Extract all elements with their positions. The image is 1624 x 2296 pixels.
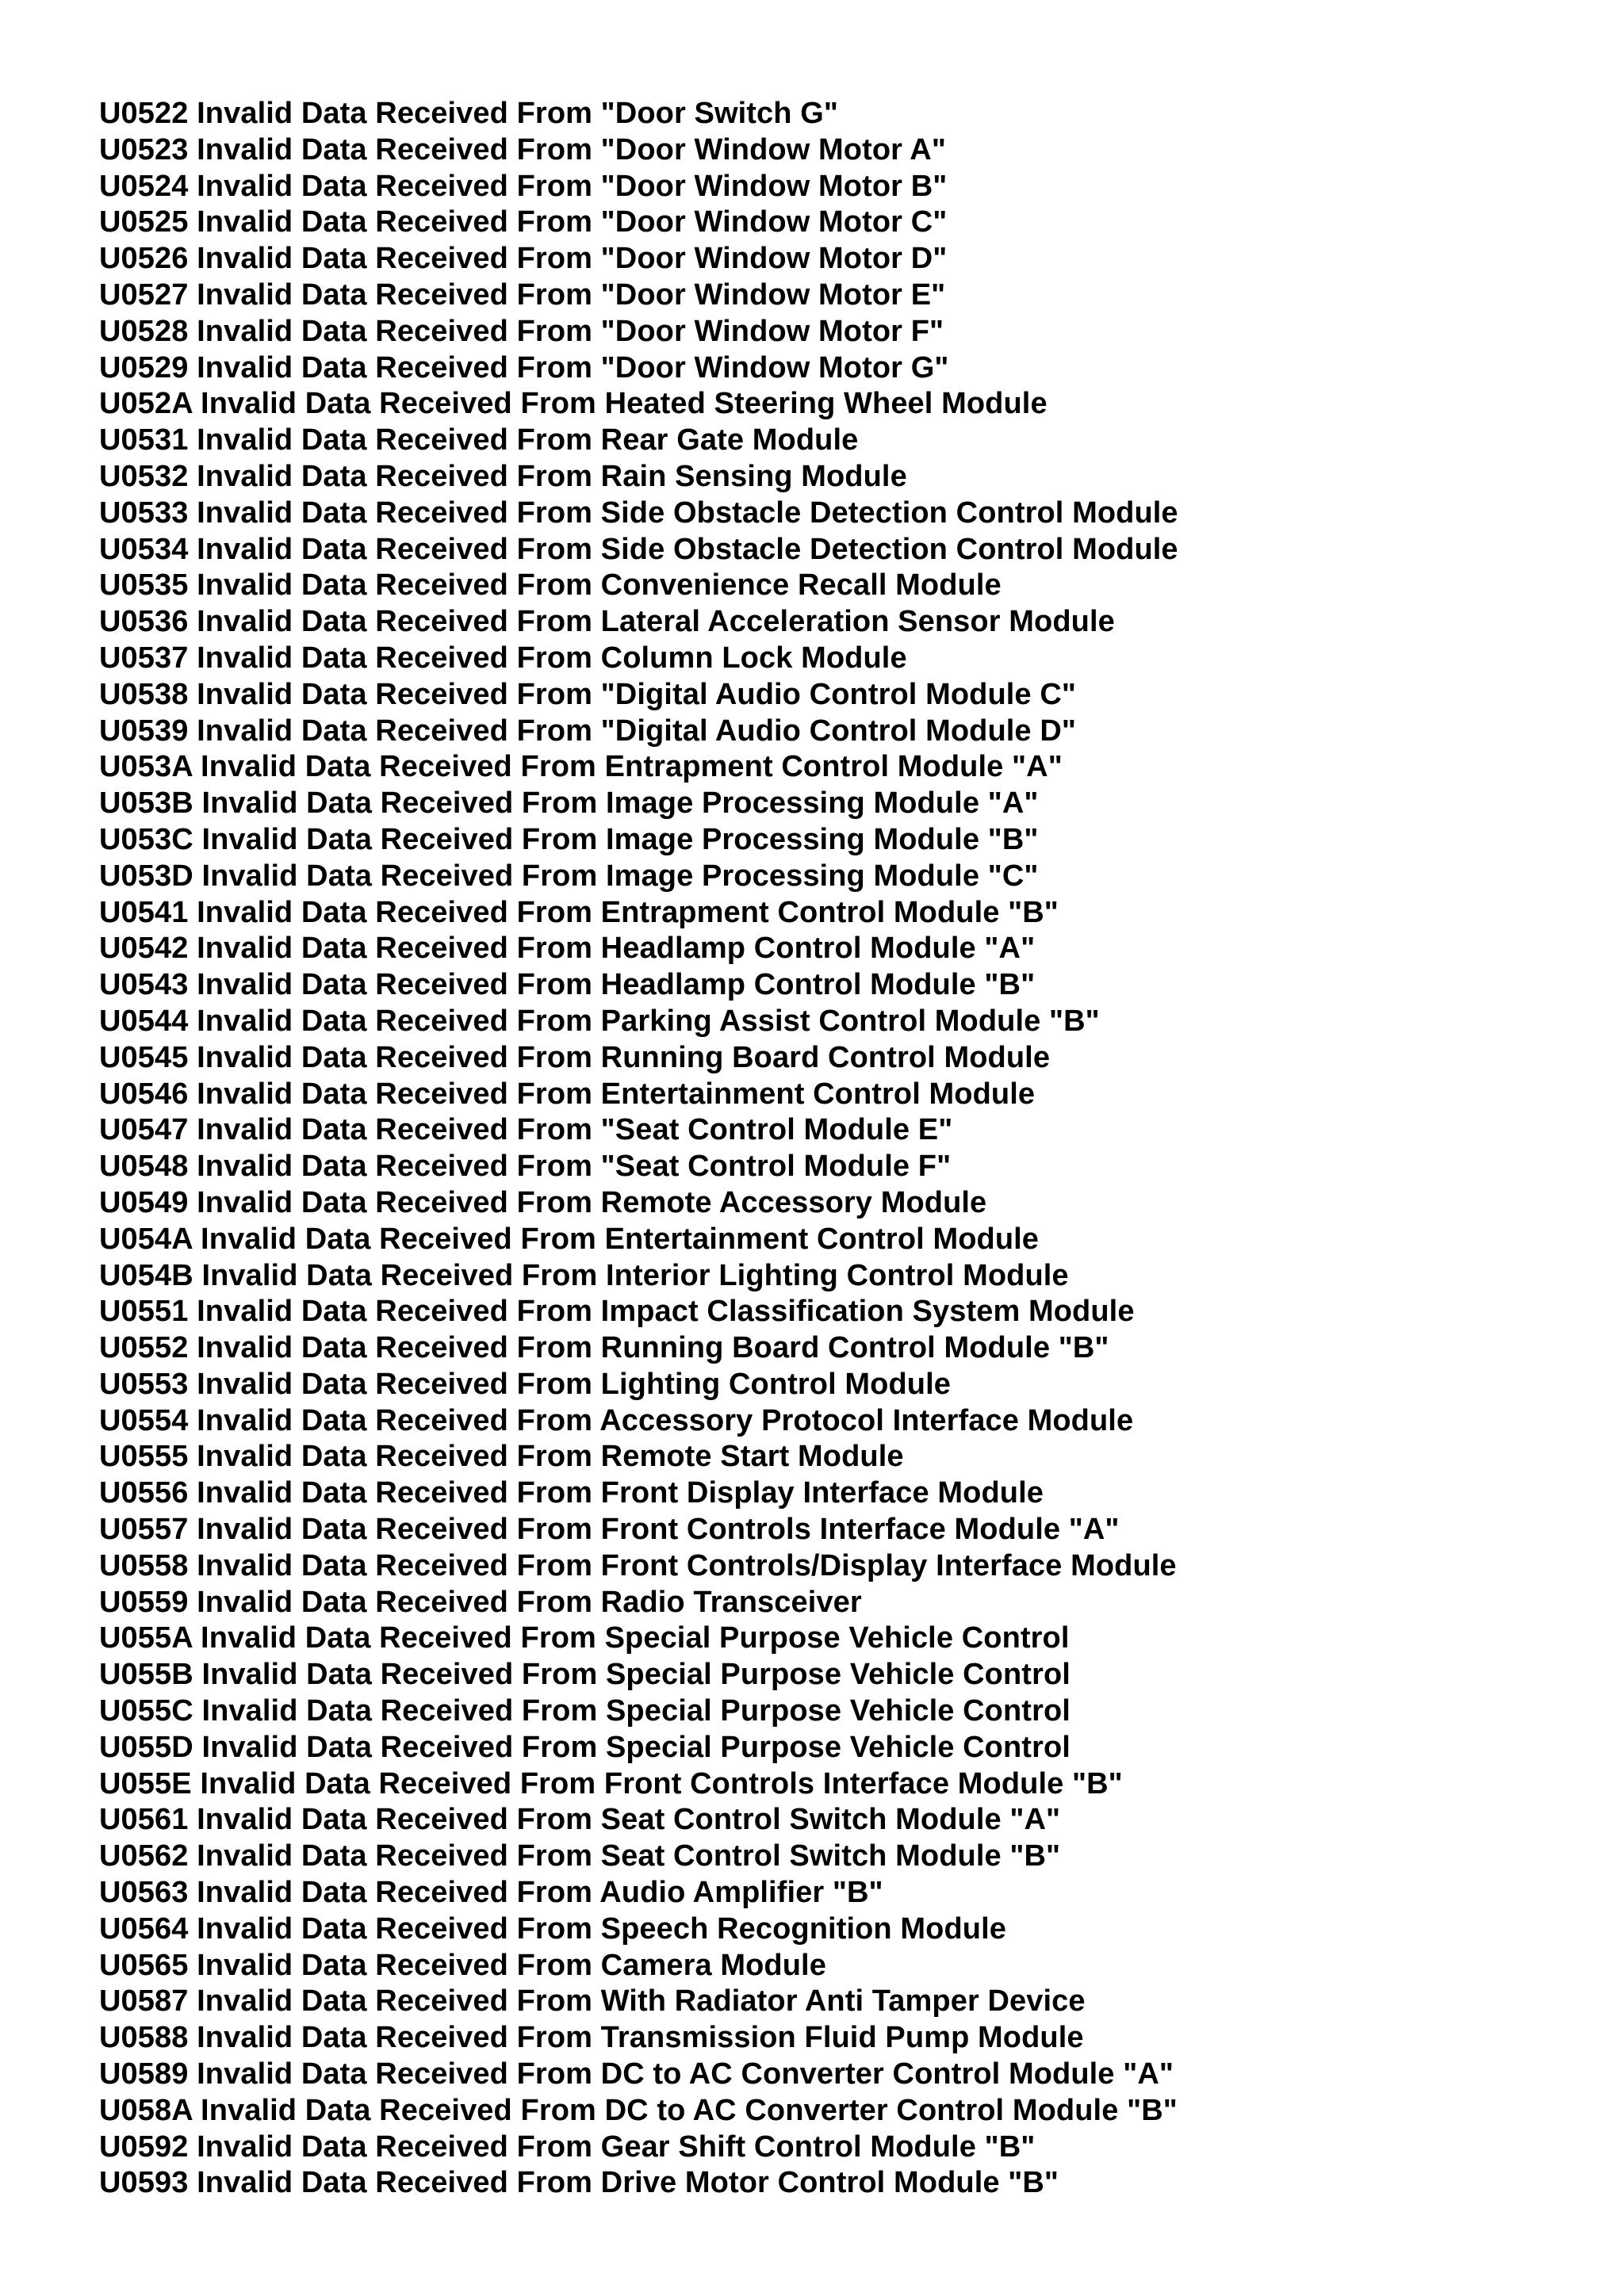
dtc-line: U0556 Invalid Data Received From Front Display Interface Module bbox=[99, 1476, 1044, 1510]
dtc-line: U0544 Invalid Data Received From Parking Assist Control Module "B" bbox=[99, 1004, 1100, 1038]
dtc-line: U054B Invalid Data Received From Interior Lighting Control Module bbox=[99, 1258, 1069, 1292]
dtc-line: U0522 Invalid Data Received From "Door Switch G" bbox=[99, 97, 838, 130]
dtc-line: U0527 Invalid Data Received From "Door Window Motor E" bbox=[99, 277, 946, 312]
dtc-line: U0554 Invalid Data Received From Accessory Protocol Interface Module bbox=[99, 1403, 1134, 1437]
dtc-line: U0589 Invalid Data Received From DC to AC Converter Control Module "A" bbox=[99, 2057, 1174, 2091]
dtc-line: U0548 Invalid Data Received From "Seat Control Module F" bbox=[99, 1150, 952, 1184]
dtc-line: U0546 Invalid Data Received From Entertainment Control Module bbox=[99, 1077, 1036, 1111]
dtc-line: U0536 Invalid Data Received From Lateral Acceleration Sensor Module bbox=[99, 605, 1115, 639]
dtc-line: U0588 Invalid Data Received From Transmission Fluid Pump Module bbox=[99, 2021, 1084, 2055]
dtc-line: U0547 Invalid Data Received From "Seat Control Module E" bbox=[99, 1113, 953, 1147]
dtc-line: U0528 Invalid Data Received From "Door Window Motor F" bbox=[99, 314, 944, 348]
dtc-line: U0525 Invalid Data Received From "Door Window Motor C" bbox=[99, 205, 948, 239]
dtc-line: U0552 Invalid Data Received From Running Board Control Module "B" bbox=[99, 1331, 1109, 1365]
dtc-line: U0526 Invalid Data Received From "Door Window Motor D" bbox=[99, 242, 948, 276]
dtc-line: U0541 Invalid Data Received From Entrapment Control Module "B" bbox=[99, 895, 1059, 929]
dtc-line: U0529 Invalid Data Received From "Door Window Motor G" bbox=[99, 350, 949, 385]
dtc-line: U0561 Invalid Data Received From Seat Control Switch Module "A" bbox=[99, 1803, 1061, 1837]
dtc-line: U0563 Invalid Data Received From Audio Amplifier "B" bbox=[99, 1876, 883, 1910]
dtc-line: U0532 Invalid Data Received From Rain Sensing Module bbox=[99, 459, 907, 493]
dtc-line: U055D Invalid Data Received From Special Purpose Vehicle Control bbox=[99, 1730, 1071, 1764]
dtc-line: U055A Invalid Data Received From Special Purpose Vehicle Control bbox=[99, 1621, 1070, 1655]
dtc-line: U0593 Invalid Data Received From Drive Motor Control Module "B" bbox=[99, 2166, 1059, 2200]
dtc-line: U0539 Invalid Data Received From "Digital Audio Control Module D" bbox=[99, 714, 1076, 748]
dtc-line: U058A Invalid Data Received From DC to AC Converter Control Module "B" bbox=[99, 2093, 1178, 2127]
dtc-line: U0524 Invalid Data Received From "Door Window Motor B" bbox=[99, 169, 948, 203]
dtc-line: U0564 Invalid Data Received From Speech Recognition Module bbox=[99, 1911, 1006, 1946]
dtc-line: U0551 Invalid Data Received From Impact Classification System Module bbox=[99, 1295, 1135, 1329]
dtc-line: U0523 Invalid Data Received From "Door Window Motor A" bbox=[99, 132, 946, 166]
dtc-line: U0538 Invalid Data Received From "Digital Audio Control Module C" bbox=[99, 677, 1076, 711]
dtc-line: U0545 Invalid Data Received From Running Board Control Module bbox=[99, 1040, 1051, 1074]
dtc-line: U053C Invalid Data Received From Image Processing Module "B" bbox=[99, 822, 1039, 856]
dtc-line: U0542 Invalid Data Received From Headlamp Control Module "A" bbox=[99, 932, 1036, 966]
dtc-line: U053D Invalid Data Received From Image Processing Module "C" bbox=[99, 859, 1039, 893]
dtc-line: U0533 Invalid Data Received From Side Obstacle Detection Control Module bbox=[99, 496, 1178, 530]
dtc-code-list bbox=[99, 96, 1178, 2202]
dtc-line: U052A Invalid Data Received From Heated Steering Wheel Module bbox=[99, 387, 1048, 421]
dtc-line: U0549 Invalid Data Received From Remote Accessory Module bbox=[99, 1185, 987, 1219]
dtc-line: U0535 Invalid Data Received From Convenience Recall Module bbox=[99, 568, 1002, 603]
dtc-line: U0565 Invalid Data Received From Camera Module bbox=[99, 1948, 826, 1982]
dtc-line: U055C Invalid Data Received From Special Purpose Vehicle Control bbox=[99, 1694, 1071, 1728]
dtc-line: U053A Invalid Data Received From Entrapment Control Module "A" bbox=[99, 750, 1063, 784]
dtc-line: U0592 Invalid Data Received From Gear Shift Control Module "B" bbox=[99, 2130, 1036, 2164]
dtc-line: U055B Invalid Data Received From Special Purpose Vehicle Control bbox=[99, 1658, 1071, 1692]
dtc-line: U0531 Invalid Data Received From Rear Gate Module bbox=[99, 423, 859, 457]
dtc-line: U053B Invalid Data Received From Image Processing Module "A" bbox=[99, 786, 1039, 821]
dtc-line: U0559 Invalid Data Received From Radio Transceiver bbox=[99, 1585, 862, 1619]
dtc-line: U0562 Invalid Data Received From Seat Control Switch Module "B" bbox=[99, 1839, 1061, 1873]
dtc-line: U0558 Invalid Data Received From Front Controls/Display Interface Module bbox=[99, 1548, 1177, 1582]
dtc-line: U0555 Invalid Data Received From Remote Start Module bbox=[99, 1440, 904, 1474]
dtc-line: U054A Invalid Data Received From Entertainment Control Module bbox=[99, 1222, 1040, 1256]
dtc-line: U0537 Invalid Data Received From Column Lock Module bbox=[99, 641, 907, 675]
dtc-line: U0587 Invalid Data Received From With Radiator Anti Tamper Device bbox=[99, 1984, 1086, 2019]
dtc-line: U0534 Invalid Data Received From Side Obstacle Detection Control Module bbox=[99, 532, 1178, 566]
dtc-line: U0543 Invalid Data Received From Headlamp Control Module "B" bbox=[99, 968, 1036, 1002]
dtc-line: U0557 Invalid Data Received From Front Controls Interface Module "A" bbox=[99, 1513, 1120, 1547]
dtc-line: U0553 Invalid Data Received From Lighting Control Module bbox=[99, 1367, 951, 1401]
dtc-line: U055E Invalid Data Received From Front Controls Interface Module "B" bbox=[99, 1766, 1123, 1800]
